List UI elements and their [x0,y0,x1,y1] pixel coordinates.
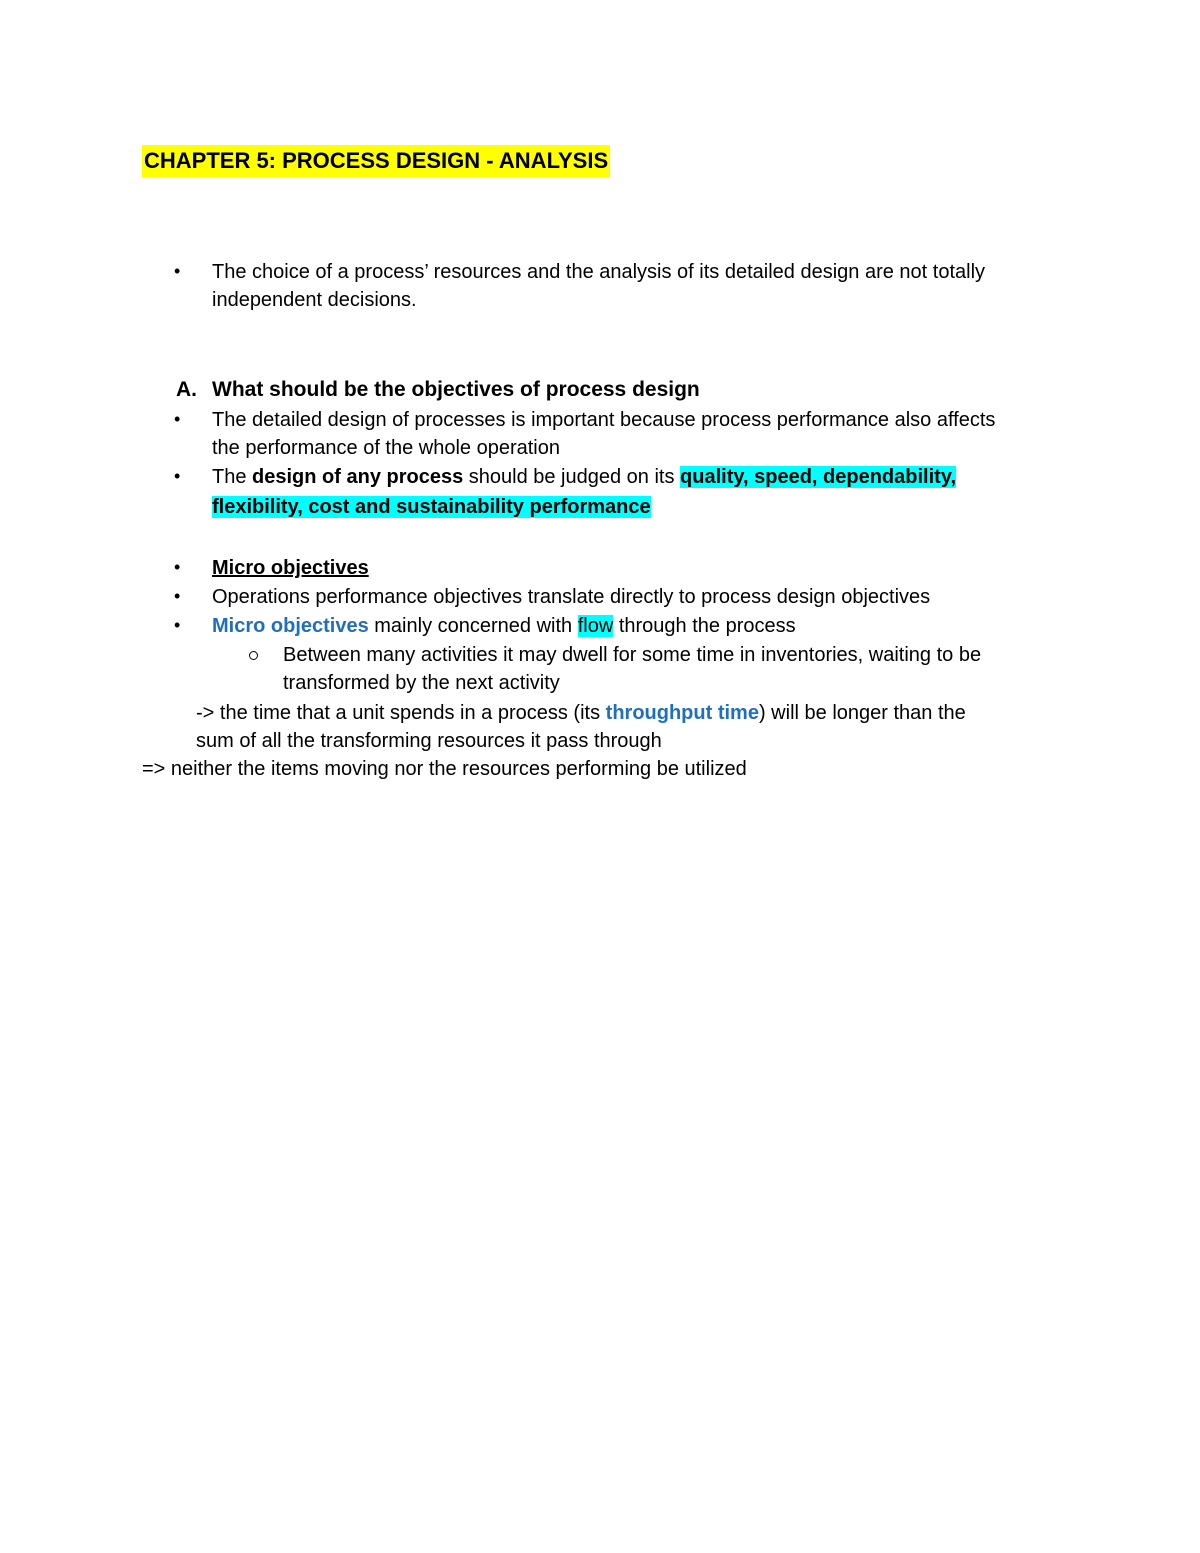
highlighted-phrase: flexibility, cost and sustainability performance [212,496,651,518]
section-a-bullet-2-line-2 [212,493,651,521]
arrow-note-line-1 [196,699,966,727]
hollow-bullet-icon [249,651,258,660]
bullet-icon: • [174,261,181,281]
section-a-bullet-2-line-1 [212,463,956,491]
bullet-icon: • [174,615,181,635]
bullet-icon: • [174,409,181,429]
bullet-icon: • [174,557,181,577]
sub-bullet-line-1: Between many activities it may dwell for some time in inventories, waiting to be [283,644,982,666]
blue-phrase: throughput time [605,702,759,724]
intro-line-1: The choice of a process’ resources and the analysis of its detailed design are not totally [212,261,986,283]
text-run: -> the time that a unit spends in a process (its [196,702,606,724]
arrow-note-line-2: sum of all the transforming resources it pass through [196,730,662,752]
intro-line-2: independent decisions. [212,289,417,311]
underlined-heading: Micro objectives [212,557,369,579]
text-run: The [212,466,253,488]
highlighted-phrase: quality, speed, dependability, [680,466,957,488]
text-run: mainly concerned with [368,615,578,637]
section-a-bullet-1-line-2: the performance of the whole operation [212,437,560,459]
text-run: ) will be longer than the [758,702,966,724]
section-a-marker: A. [176,378,197,401]
section-a-bullet-1-line-1: The detailed design of processes is important because process performance also affects [212,409,996,431]
micro-bullet-2 [212,612,796,640]
bullet-icon: • [174,466,181,486]
bold-phrase: design of any process [252,466,464,488]
blue-phrase: Micro objectives [212,615,369,637]
micro-objectives-heading [212,554,369,582]
highlighted-word: flow [577,615,614,637]
sub-bullet-line-2: transformed by the next activity [283,672,560,694]
section-a-heading: What should be the objectives of process design [212,378,700,401]
text-run: should be judged on its [463,466,681,488]
text-run: through the process [613,615,796,637]
conclusion-line: => neither the items moving nor the resources performing be utilized [142,758,747,780]
micro-bullet-1: Operations performance objectives translate directly to process design objectives [212,586,931,608]
bullet-icon: • [174,586,181,606]
page-title: CHAPTER 5: PROCESS DESIGN - ANALYSIS [142,145,610,177]
